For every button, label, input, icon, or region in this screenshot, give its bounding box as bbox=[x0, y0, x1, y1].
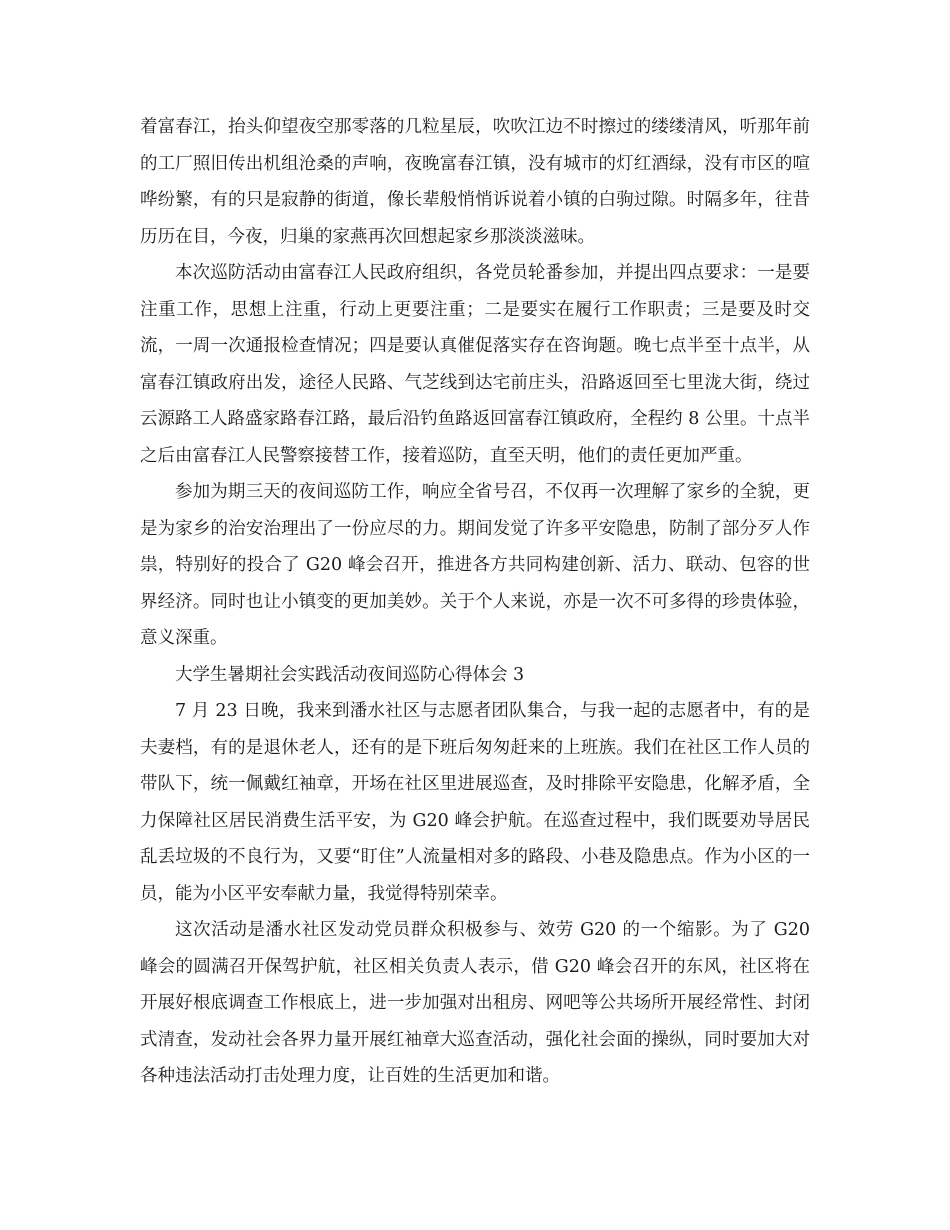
paragraph-3: 参加为期三天的夜间巡防工作，响应全省号召，不仅再一次理解了家乡的全貌，更是为家乡的治安治理出了一份应尽的力。期间发觉了许多平安隐患，防制了部分歹人作祟，特别好的投合了 G20 峰会召开，推进各方共同构建创新、活力、联动、包容的世界经济。同时也让小镇变的更加美妙。关于个人来说，亦是一次不可多得的珍贵体验，意义深重。 bbox=[140, 482, 810, 648]
section-heading: 大学生暑期社会实践活动夜间巡防心得体会 3 bbox=[175, 664, 525, 685]
document-body bbox=[140, 109, 810, 1095]
paragraph-2: 本次巡防活动由富春江人民政府组织，各党员轮番参加，并提出四点要求：一是要注重工作，思想上注重，行动上更要注重；二是要实在履行工作职责；三是要及时交流，一周一次通报检查情况；四是要认真催促落实存在咨询题。晚七点半至十点半，从富春江镇政府出发，途径人民路、气芝线到达宅前庄头，沿路返回至七里泷大街，绕过云源路工人路盛家路春江路，最后沿钓鱼路返回富春江镇政府，全程约 8 公里。十点半之后由富春江人民警察接替工作，接着巡防，直至天明，他们的责任更加严重。 bbox=[140, 263, 810, 466]
paragraph-1: 着富春江，抬头仰望夜空那零落的几粒星辰，吹吹江边不时擦过的缕缕清风，听那年前的工厂照旧传出机组沧桑的声响，夜晚富春江镇，没有城市的灯红酒绿，没有市区的喧哗纷繁，有的只是寂静的街道，像长辈般悄悄诉说着小镇的白驹过隙。时隔多年，往昔历历在目，今夜，归巢的家燕再次回想起家乡那淡淡滋味。 bbox=[140, 117, 810, 247]
paragraph-5: 这次活动是潘水社区发动党员群众积极参与、效劳 G20 的一个缩影。为了 G20 峰会的圆满召开保驾护航，社区相关负责人表示，借 G20 峰会召开的东风，社区将在开展好根底调查工作根底上，进一步加强对出租房、网吧等公共场所开展经常性、封闭式清查，发动社会各界力量开展红袖章大巡查活动，强化社会面的操纵，同时要加大对各种违法活动打击处理力度，让百姓的生活更加和谐。 bbox=[140, 920, 810, 1086]
paragraph-4: 7 月 23 日晚，我来到潘水社区与志愿者团队集合，与我一起的志愿者中，有的是夫妻档，有的是退休老人，还有的是下班后匆匆赶来的上班族。我们在社区工作人员的带队下，统一佩戴红袖章，开场在社区里进展巡查，及时排除平安隐患，化解矛盾，全力保障社区居民消费生活平安，为 G20 峰会护航。在巡查过程中，我们既要劝导居民乱丢垃圾的不良行为，又要“盯住”人流量相对多的路段、小巷及隐患点。作为小区的一员，能为小区平安奉献力量，我觉得特别荣幸。 bbox=[140, 701, 810, 904]
